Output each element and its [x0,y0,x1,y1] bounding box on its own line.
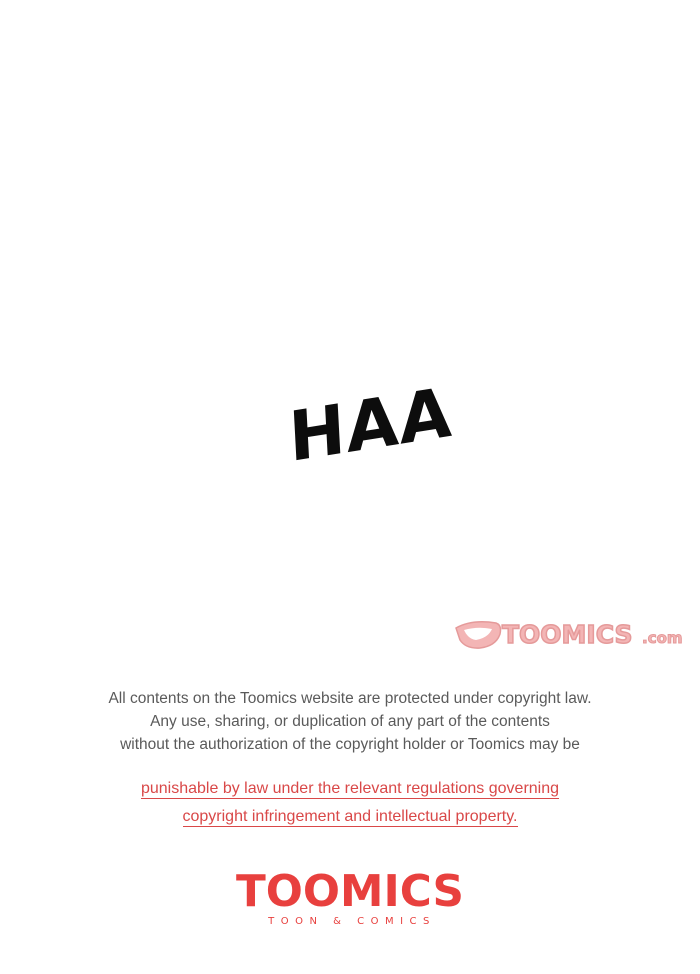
toomics-logo-text: TOOMICS [236,866,464,917]
copyright-notice-line-2: Any use, sharing, or duplication of any part of the contents [150,713,550,730]
watermark-suffix-text: .com [642,629,683,647]
sound-effect-text: HAA [287,373,455,479]
copyright-warning-text-1: punishable by law under the relevant regulations governing [140,780,560,797]
toomics-watermark [452,614,688,654]
copyright-warning-line-1 [0,777,700,801]
copyright-notice-line-3: without the authorization of the copyright holder or Toomics may be [120,736,580,753]
copyright-notice-line-1: All contents on the Toomics website are protected under copyright law. [108,690,592,707]
copyright-warning-line-2 [0,805,700,829]
toomics-logo [232,862,468,932]
toomics-mouth-logo-icon [456,622,501,648]
copyright-warning-text-2: copyright infringement and intellectual property. [182,808,518,825]
sound-effect [284,372,455,479]
toomics-tagline: TOON & COMICS [268,916,436,927]
watermark-brand-text: TOOMICS [502,620,633,649]
